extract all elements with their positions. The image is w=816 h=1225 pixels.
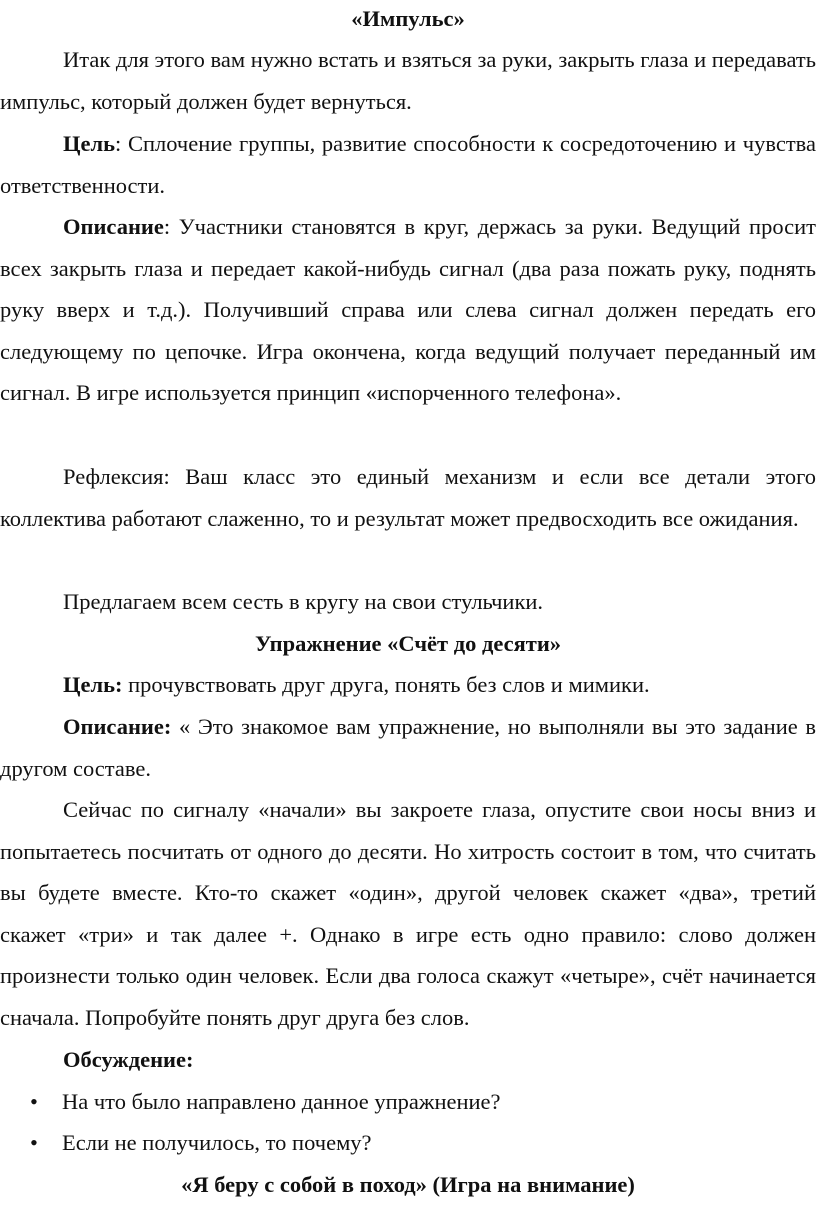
description-label: Описание: xyxy=(63,714,172,739)
description-text: « Это знакомое вам упражнение, но выполняли вы это задание в другом составе. xyxy=(0,714,816,781)
list-item-text: На что было направлено данное упражнение? xyxy=(62,1089,501,1114)
goal-text: прочувствовать друг друга, понять без слов и мимики. xyxy=(122,672,650,697)
paragraph-reflection xyxy=(0,456,816,539)
discussion-label: Обсуждение: xyxy=(63,1047,194,1072)
description-text: : Участники становятся в круг, держась за руки. Ведущий просит всех закрыть глаза и передает какой-нибудь сигнал (два раза пожать руку, поднять руку вверх и т.д.). Получивший справа или слева сигнал должен передать его следующему по цепочке. Игра окончена, когда ведущий получает переданный им сигнал. В игре используется принцип «испорченного телефона». xyxy=(0,214,816,406)
paragraph-offer xyxy=(0,581,816,623)
paragraph-description-2 xyxy=(0,706,816,789)
description-label: Описание xyxy=(63,214,164,239)
paragraph-goal-1 xyxy=(0,123,816,206)
rules-text: Сейчас по сигналу «начали» вы закроете глаза, опустите свои носы вниз и попытаетесь посчитать от одного до десяти. Но хитрость состоит в том, что считать вы будете вместе. Кто-то скажет «один», другой человек скажет «два», третий скажет «три» и так далее +. Однако в игре есть одно правило: слово должен произнести только один человек. Если два голоса скажут «четыре», счёт начинается сначала. Попробуйте понять друг друга без слов. xyxy=(0,797,816,1030)
bullet-icon: • xyxy=(30,1130,38,1155)
heading-count-to-ten: Упражнение «Счёт до десяти» xyxy=(254,631,562,656)
goal-label: Цель xyxy=(63,131,116,156)
goal-label: Цель: xyxy=(63,672,123,697)
goal-text: : Сплочение группы, развитие способности к сосредоточению и чувства ответственности. xyxy=(0,131,816,198)
heading-impulse: «Импульс» xyxy=(351,6,465,31)
heading-hike-game: «Я беру с собой в поход» (Игра на внимание) xyxy=(181,1172,635,1197)
paragraph-description-1 xyxy=(0,206,816,414)
paragraph-discussion xyxy=(0,1039,816,1081)
offer-text: Предлагаем всем сесть в кругу на свои стульчики. xyxy=(63,589,544,614)
reflection-text: Рефлексия: Ваш класс это единый механизм и если все детали этого коллектива работают слаженно, то и результат может предвосходить все ожидания. xyxy=(0,464,816,531)
list-item-text: Если не получилось, то почему? xyxy=(62,1130,372,1155)
paragraph-goal-2 xyxy=(0,664,816,706)
paragraph-intro xyxy=(0,39,816,122)
paragraph-rules xyxy=(0,789,816,1039)
bullet-icon: • xyxy=(30,1089,38,1114)
intro-text: Итак для этого вам нужно встать и взяться за руки, закрыть глаза и передавать импульс, который должен будет вернуться. xyxy=(0,47,816,114)
